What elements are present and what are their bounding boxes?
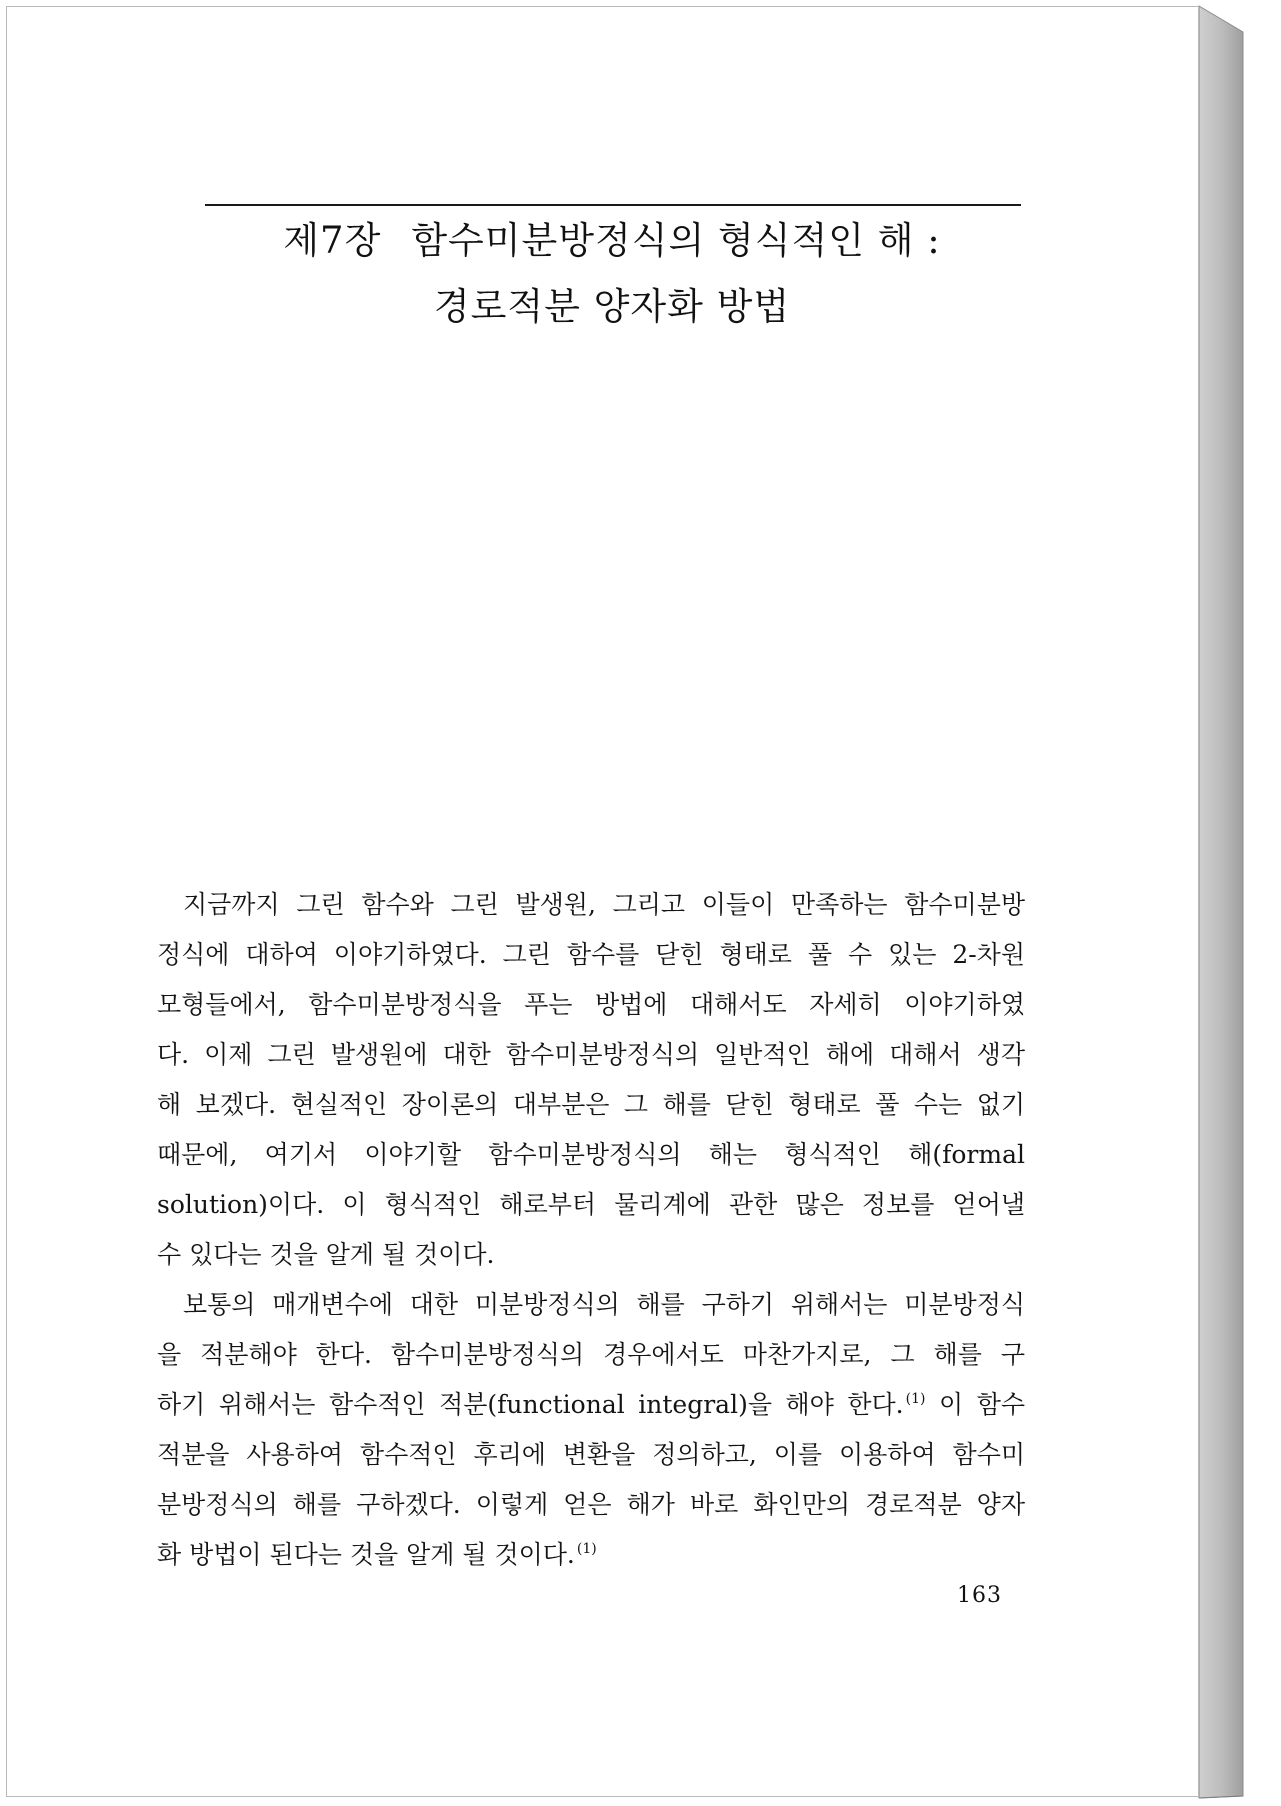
chapter-top-rule <box>205 204 1021 206</box>
text-line: 적분을 사용하여 함수적인 후리에 변환을 정의하고, 이를 이용하여 함수미 <box>157 1440 1025 1469</box>
paragraph-2 <box>157 1280 1025 1580</box>
page-number: 163 <box>957 1583 1002 1608</box>
footnote-mark[interactable]: (1) <box>576 1541 597 1557</box>
text-line: 보통의 매개변수에 대한 미분방정식의 해를 구하기 위해서는 미분방정식 <box>183 1290 1025 1319</box>
text-line: 수 있다는 것을 알게 될 것이다. <box>157 1240 495 1269</box>
text-line-main: 하기 위해서는 함수적인 적분(functional integral)을 해야 한다. <box>157 1390 904 1419</box>
text-line: 분방정식의 해를 구하겠다. 이렇게 얻은 해가 바로 화인만의 경로적분 양자 <box>157 1490 1025 1519</box>
text-line: 모형들에서, 함수미분방정식을 푸는 방법에 대해서도 자세히 이야기하였 <box>157 990 1025 1019</box>
text-line-tail: 이 함수 <box>939 1390 1025 1419</box>
chapter-number: 제7장 <box>283 219 382 262</box>
chapter-title-line-1 <box>207 212 1017 270</box>
text-line-with-footnote <box>157 1530 1025 1580</box>
text-line-main: 화 방법이 된다는 것을 알게 될 것이다. <box>157 1540 575 1569</box>
text-line: 해 보겠다. 현실적인 장이론의 대부분은 그 해를 닫힌 형태로 풀 수는 없기 <box>157 1090 1025 1119</box>
text-line: 다. 이제 그린 발생원에 대한 함수미분방정식의 일반적인 해에 대해서 생각 <box>157 1040 1025 1069</box>
chapter-title <box>207 212 1017 336</box>
text-line: solution)이다. 이 형식적인 해로부터 물리계에 관한 많은 정보를 얻어낼 <box>157 1190 1025 1219</box>
text-line: 지금까지 그린 함수와 그린 발생원, 그리고 이들이 만족하는 함수미분방 <box>183 890 1025 919</box>
body-text <box>157 880 1025 1580</box>
text-line-with-footnote <box>157 1380 1025 1430</box>
text-line: 정식에 대하여 이야기하였다. 그린 함수를 닫힌 형태로 풀 수 있는 2-차원 <box>157 940 1025 969</box>
text-line: 을 적분해야 한다. 함수미분방정식의 경우에서도 마찬가지로, 그 해를 구 <box>157 1340 1025 1369</box>
chapter-title-text-1: 함수미분방정식의 형식적인 해 : <box>411 219 941 262</box>
footnote-mark[interactable]: (1) <box>905 1391 926 1407</box>
text-line: 때문에, 여기서 이야기할 함수미분방정식의 해는 형식적인 해(formal <box>157 1140 1025 1169</box>
book-page <box>6 6 1199 1797</box>
paragraph-1 <box>157 880 1025 1280</box>
chapter-title-line-2: 경로적분 양자화 방법 <box>433 285 791 328</box>
